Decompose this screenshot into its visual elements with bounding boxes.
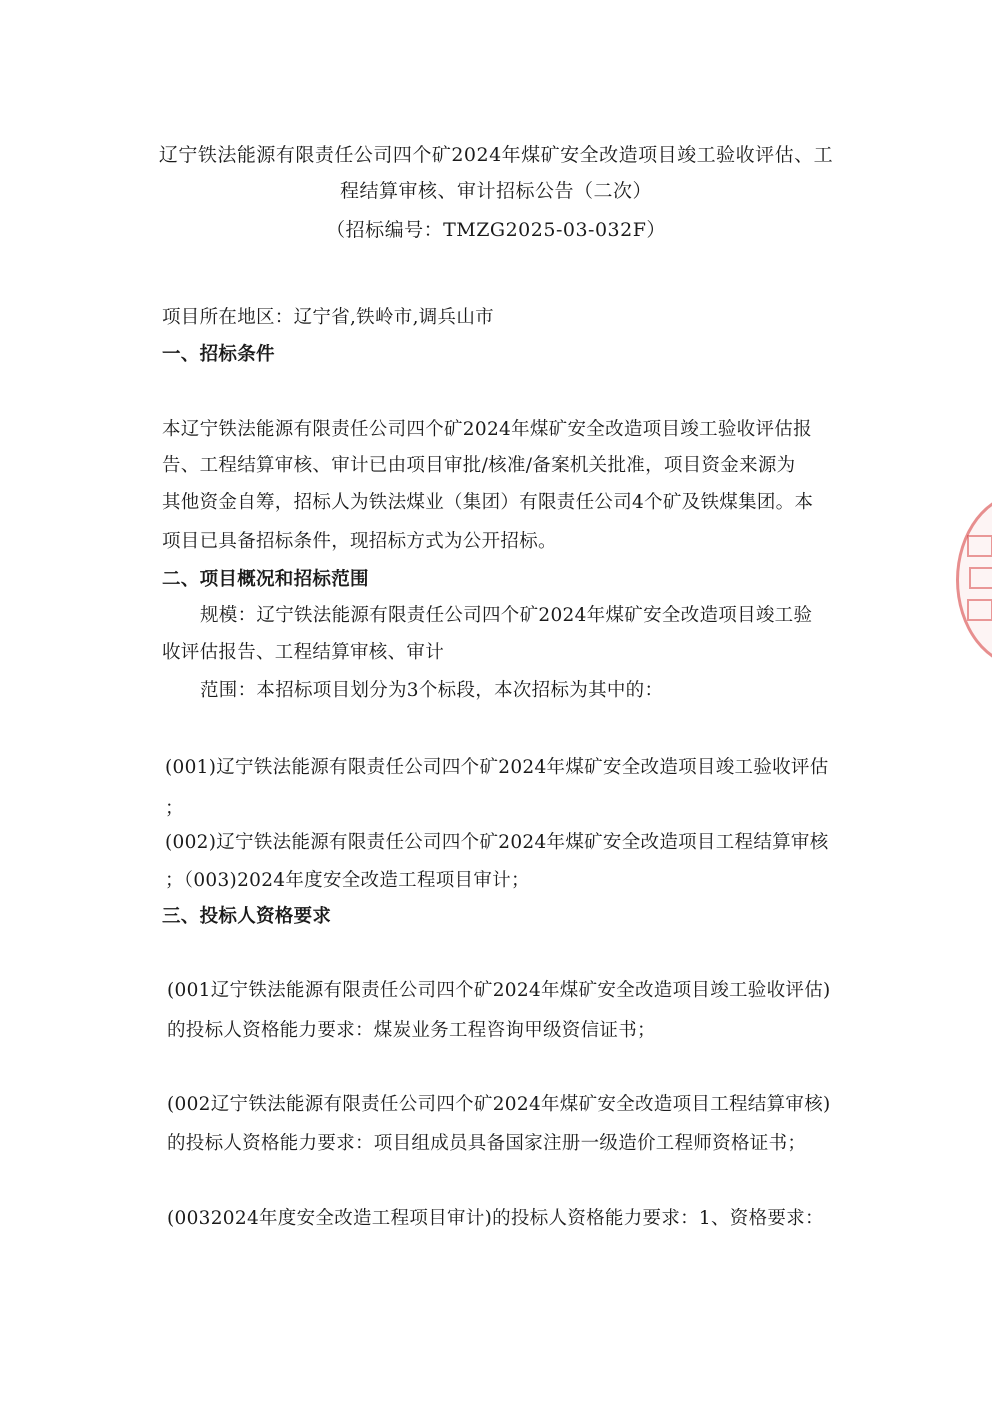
scope-line: 范围：本招标项目划分为3个标段，本次招标为其中的： <box>200 680 664 701</box>
scale-line-1: 规模：辽宁铁法能源有限责任公司四个矿2024年煤矿安全改造项目竣工验 <box>200 605 813 626</box>
requirement-2-line-2: 的投标人资格能力要求：项目组成员具备国家注册一级造价工程师资格证书； <box>167 1133 807 1154</box>
lot-1-line-2: ； <box>165 798 184 819</box>
scale-line-2: 收评估报告、工程结算审核、审计 <box>162 642 445 663</box>
section-1-line: 本辽宁铁法能源有限责任公司四个矿2024年煤矿安全改造项目竣工验收评估报 <box>162 419 812 440</box>
section-3-heading: 三、投标人资格要求 <box>162 906 332 927</box>
document-title-line-2: 程结算审核、审计招标公告（二次） <box>339 180 652 202</box>
requirement-1-line-2: 的投标人资格能力要求：煤炭业务工程咨询甲级资信证书； <box>167 1020 656 1041</box>
requirement-1-line-1: (001辽宁铁法能源有限责任公司四个矿2024年煤矿安全改造项目竣工验收评估) <box>167 980 831 1001</box>
requirement-2-line-1: (002辽宁铁法能源有限责任公司四个矿2024年煤矿安全改造项目工程结算审核) <box>167 1094 831 1115</box>
tender-number: （招标编号：TMZG2025-03-032F） <box>326 219 666 241</box>
section-1-heading: 一、招标条件 <box>162 344 275 365</box>
lot-2-line-1: (002)辽宁铁法能源有限责任公司四个矿2024年煤矿安全改造项目工程结算审核 <box>165 832 829 853</box>
section-1-line: 项目已具备招标条件，现招标方式为公开招标。 <box>162 531 557 552</box>
seal-mark <box>967 535 992 557</box>
lot-1-line-1: (001)辽宁铁法能源有限责任公司四个矿2024年煤矿安全改造项目竣工验收评估 <box>165 757 829 778</box>
lot-2-line-2: ；（003)2024年度安全改造工程项目审计； <box>165 870 530 891</box>
seal-mark <box>969 567 992 589</box>
project-location: 项目所在地区：辽宁省,铁岭市,调兵山市 <box>162 307 494 328</box>
requirement-3-line-1: (0032024年度安全改造工程项目审计)的投标人资格能力要求：1、资格要求： <box>167 1208 824 1229</box>
section-2-heading: 二、项目概况和招标范围 <box>162 569 369 590</box>
section-1-line: 告、工程结算审核、审计已由项目审批/核准/备案机关批准，项目资金来源为 <box>162 455 796 476</box>
section-1-line: 其他资金自筹，招标人为铁法煤业（集团）有限责任公司4个矿及铁煤集团。本 <box>162 492 814 513</box>
seal-mark <box>967 599 992 621</box>
document-title-line-1: 辽宁铁法能源有限责任公司四个矿2024年煤矿安全改造项目竣工验收评估、工 <box>158 144 834 166</box>
